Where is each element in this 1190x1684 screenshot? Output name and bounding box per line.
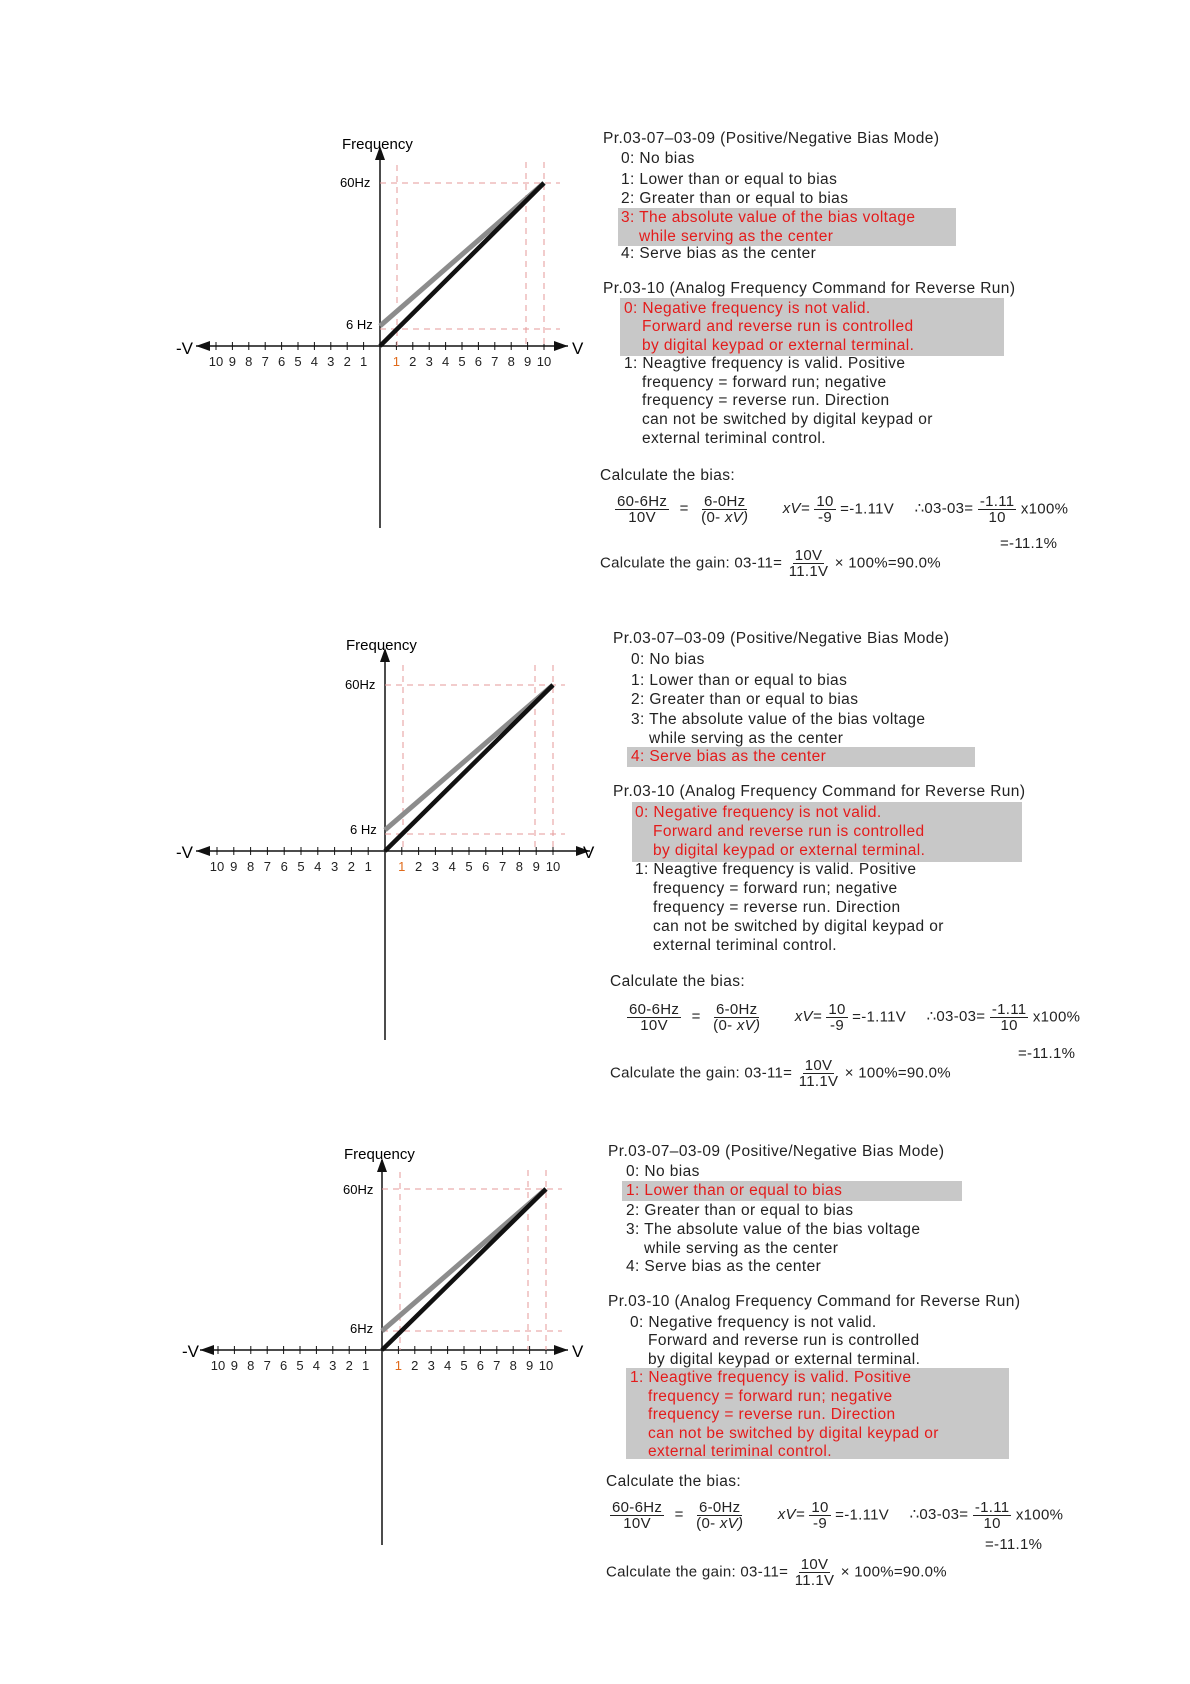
x-tick-label-neg-7: 7 bbox=[261, 354, 269, 369]
x-tick-label-neg-8: 8 bbox=[245, 354, 253, 369]
x-tick-label-pos-8: 8 bbox=[507, 354, 515, 369]
bias-opt-3-cont: while serving as the center bbox=[649, 730, 844, 747]
x-tick-label-neg-1: 1 bbox=[359, 354, 368, 369]
label-pos-v: V bbox=[572, 339, 584, 358]
bias-mode-title: Pr.03-07–03-09 (Positive/Negative Bias Mode) bbox=[608, 1143, 945, 1160]
gain-equation: Calculate the gain: 03-11= $\frac{10V}{11.1V}$ × 100%=90.0% bbox=[600, 547, 941, 580]
freq-label: Frequency bbox=[344, 1146, 415, 1163]
rev-opt-0-cont2: by digital keypad or external terminal. bbox=[653, 842, 926, 859]
x-tick-label-neg-3: 3 bbox=[327, 354, 335, 369]
x-tick-label-neg-5: 5 bbox=[296, 1358, 304, 1373]
rev-opt-1-cont3: can not be switched by digital keypad or bbox=[642, 411, 933, 428]
x-tick-label-neg-7: 7 bbox=[263, 1358, 271, 1373]
x-tick-label-pos-5: 5 bbox=[465, 859, 473, 874]
rev-opt-1-cont2: frequency = reverse run. Direction bbox=[642, 392, 890, 409]
x-tick-label-neg-6: 6 bbox=[279, 1358, 288, 1373]
freq-label: Frequency bbox=[346, 637, 417, 654]
x-tick-label-pos-10: 10 bbox=[545, 859, 561, 874]
label-60hz: 60Hz bbox=[343, 1182, 374, 1197]
bias-opt-2: 2: Greater than or equal to bias bbox=[631, 691, 859, 708]
bias-opt-1: 1: Lower than or equal to bias bbox=[626, 1182, 843, 1199]
rev-opt-1-cont4: external teriminal control. bbox=[648, 1443, 832, 1460]
x-tick-label-pos-7: 7 bbox=[493, 1358, 501, 1373]
bias-opt-3: 3: The absolute value of the bias voltage bbox=[621, 209, 916, 226]
bias-opt-2: 2: Greater than or equal to bias bbox=[626, 1202, 854, 1219]
bias-equation: $\frac{60-6Hz}{10V}$ = $\frac{6-0Hz}{(0- xV)}$ xV= $\frac{10}{-9}$ =-1.11V ∴03-03= $\frac{-1.11}{10}$ x100% bbox=[629, 1001, 1081, 1034]
bias-mode-title: Pr.03-07–03-09 (Positive/Negative Bias Mode) bbox=[613, 630, 950, 647]
x-tick-label-neg-9: 9 bbox=[230, 859, 238, 874]
bias-opt-4: 4: Serve bias as the center bbox=[621, 245, 817, 262]
bias-opt-0: 0: No bias bbox=[626, 1163, 700, 1180]
bias-opt-1: 1: Lower than or equal to bias bbox=[631, 672, 848, 689]
x-tick-label-pos-2: 2 bbox=[414, 859, 423, 874]
bias-opt-0: 0: No bias bbox=[621, 150, 695, 167]
x-tick-label-pos-2: 2 bbox=[411, 1358, 419, 1373]
x-tick-label-neg-4: 4 bbox=[312, 1358, 321, 1373]
x-tick-label-neg-6: 6 bbox=[277, 354, 286, 369]
label-60hz: 60Hz bbox=[345, 677, 376, 692]
reverse-run-title: Pr.03-10 (Analog Frequency Command for Reverse Run) bbox=[608, 1293, 1021, 1310]
rev-opt-1: 1: Neagtive frequency is valid. Positive bbox=[630, 1369, 912, 1386]
x-tick-label-pos-1: 1 bbox=[392, 354, 401, 369]
bias-opt-0: 0: No bias bbox=[631, 651, 705, 668]
x-tick-label-pos-1: 1 bbox=[394, 1358, 403, 1373]
rev-opt-0: 0: Negative frequency is not valid. bbox=[630, 1314, 877, 1331]
rev-opt-1-cont3: can not be switched by digital keypad or bbox=[648, 1425, 939, 1442]
reverse-run-title: Pr.03-10 (Analog Frequency Command for Reverse Run) bbox=[603, 280, 1016, 297]
x-tick-label-pos-4: 4 bbox=[441, 354, 450, 369]
x-tick-label-neg-6: 6 bbox=[280, 859, 288, 874]
x-tick-label-neg-2: 2 bbox=[345, 1358, 353, 1373]
fraction-bias: $\frac{6-0Hz}{(0- xV)}$ bbox=[701, 493, 749, 526]
x-tick-label-pos-5: 5 bbox=[458, 354, 466, 369]
fraction-freq-volt: $\frac{60-6Hz}{10V}$ bbox=[617, 493, 668, 526]
rev-opt-1: 1: Neagtive frequency is valid. Positive bbox=[624, 355, 906, 372]
bias-opt-3: 3: The absolute value of the bias voltage bbox=[626, 1221, 921, 1238]
bias-equation: $\frac{60-6Hz}{10V}$ = $\frac{6-0Hz}{(0- xV)}$ xV= $\frac{10}{-9}$ =-1.11V ∴03-03= $\frac{-1.11}{10}$ x100% bbox=[612, 1499, 1064, 1532]
x-tick-label-pos-10: 10 bbox=[538, 1358, 554, 1373]
bias-opt-3: 3: The absolute value of the bias voltage bbox=[631, 711, 926, 728]
label-6hz: 6 Hz bbox=[350, 822, 377, 837]
rev-opt-0-cont2: by digital keypad or external terminal. bbox=[642, 337, 915, 354]
gain-equation: Calculate the gain: 03-11= $\frac{10V}{11.1V}$ × 100%=90.0% bbox=[606, 1556, 947, 1589]
x-tick-label-neg-5: 5 bbox=[294, 354, 302, 369]
calc-bias-label: Calculate the bias: bbox=[600, 467, 736, 484]
freq-label: Frequency bbox=[342, 136, 413, 153]
x-tick-label-neg-4: 4 bbox=[314, 859, 322, 874]
graph-3 bbox=[0, 0, 600, 1560]
x-tick-label-pos-4: 4 bbox=[443, 1358, 452, 1373]
rev-opt-1: 1: Neagtive frequency is valid. Positive bbox=[635, 861, 917, 878]
x-tick-label-pos-5: 5 bbox=[460, 1358, 468, 1373]
label-6hz: 6 Hz bbox=[346, 317, 373, 332]
bias-opt-3-cont: while serving as the center bbox=[639, 228, 834, 245]
x-tick-label-pos-1: 1 bbox=[398, 859, 406, 874]
x-tick-label-pos-3: 3 bbox=[427, 1358, 435, 1373]
x-tick-label-pos-7: 7 bbox=[498, 859, 507, 874]
x-tick-label-pos-10: 10 bbox=[536, 354, 552, 369]
label-neg-v: -V bbox=[176, 339, 193, 358]
rev-opt-0: 0: Negative frequency is not valid. bbox=[635, 804, 882, 821]
rev-opt-1-cont2: frequency = reverse run. Direction bbox=[648, 1406, 896, 1423]
rev-opt-1-cont1: frequency = forward run; negative bbox=[653, 880, 898, 897]
x-tick-label-pos-3: 3 bbox=[425, 354, 433, 369]
x-tick-label-neg-1: 1 bbox=[364, 859, 372, 874]
x-tick-label-pos-7: 7 bbox=[491, 354, 499, 369]
bias-equation: $\frac{60-6Hz}{10V}$ = $\frac{6-0Hz}{(0- xV)}$ xV= $\frac{10}{-9}$ =-1.11V ∴03-03= $\frac{-1.11}{10}$ x100% bbox=[617, 493, 1069, 526]
x-tick-label-pos-6: 6 bbox=[482, 859, 490, 874]
x-tick-label-pos-8: 8 bbox=[509, 1358, 517, 1373]
rev-opt-0: 0: Negative frequency is not valid. bbox=[624, 300, 871, 317]
x-tick-label-pos-3: 3 bbox=[431, 859, 440, 874]
x-tick-label-pos-9: 9 bbox=[523, 354, 532, 369]
label-60hz: 60Hz bbox=[340, 175, 371, 190]
x-tick-label-neg-10: 10 bbox=[208, 354, 224, 369]
x-tick-label-neg-3: 3 bbox=[329, 1358, 337, 1373]
label-pos-v: V bbox=[583, 843, 595, 862]
x-tick-label-neg-9: 9 bbox=[228, 354, 237, 369]
percent-result: =-11.1% bbox=[1000, 535, 1058, 552]
percent-result: =-11.1% bbox=[1018, 1045, 1076, 1062]
x-tick-label-pos-6: 6 bbox=[476, 1358, 485, 1373]
x-tick-label-pos-8: 8 bbox=[515, 859, 524, 874]
rev-opt-1-cont1: frequency = forward run; negative bbox=[648, 1388, 893, 1405]
calc-bias-label: Calculate the bias: bbox=[606, 1473, 742, 1490]
calc-bias-label: Calculate the bias: bbox=[610, 973, 746, 990]
bias-opt-2: 2: Greater than or equal to bias bbox=[621, 190, 849, 207]
x-tick-label-pos-6: 6 bbox=[474, 354, 483, 369]
x-tick-label-neg-3: 3 bbox=[330, 859, 339, 874]
label-neg-v: -V bbox=[182, 1342, 199, 1361]
label-6hz: 6Hz bbox=[350, 1321, 374, 1336]
x-tick-label-neg-1: 1 bbox=[361, 1358, 370, 1373]
x-tick-label-neg-2: 2 bbox=[347, 859, 356, 874]
x-tick-label-pos-2: 2 bbox=[409, 354, 417, 369]
x-tick-label-neg-7: 7 bbox=[263, 859, 272, 874]
bias-opt-4: 4: Serve bias as the center bbox=[631, 748, 827, 765]
x-tick-label-neg-8: 8 bbox=[247, 1358, 255, 1373]
label-neg-v: -V bbox=[176, 843, 193, 862]
rev-opt-1-cont2: frequency = reverse run. Direction bbox=[653, 899, 901, 916]
rev-opt-0-cont1: Forward and reverse run is controlled bbox=[653, 823, 925, 840]
x-tick-label-neg-10: 10 bbox=[210, 1358, 226, 1373]
rev-opt-0-cont1: Forward and reverse run is controlled bbox=[642, 318, 914, 335]
bias-mode-title: Pr.03-07–03-09 (Positive/Negative Bias Mode) bbox=[603, 130, 940, 147]
bias-opt-3-cont: while serving as the center bbox=[644, 1240, 839, 1257]
rev-opt-1-cont1: frequency = forward run; negative bbox=[642, 374, 887, 391]
x-tick-label-pos-9: 9 bbox=[525, 1358, 534, 1373]
x-tick-label-pos-4: 4 bbox=[448, 859, 456, 874]
label-pos-v: V bbox=[572, 1342, 584, 1361]
x-tick-label-neg-10: 10 bbox=[209, 859, 225, 874]
rev-opt-0-cont1: Forward and reverse run is controlled bbox=[648, 1332, 920, 1349]
bias-opt-4: 4: Serve bias as the center bbox=[626, 1258, 822, 1275]
percent-result: =-11.1% bbox=[985, 1536, 1043, 1553]
reverse-run-title: Pr.03-10 (Analog Frequency Command for Reverse Run) bbox=[613, 783, 1026, 800]
rev-opt-1-cont3: can not be switched by digital keypad or bbox=[653, 918, 944, 935]
y-axis bbox=[377, 1158, 387, 1545]
rev-opt-1-cont4: external teriminal control. bbox=[653, 937, 837, 954]
rev-opt-0-cont2: by digital keypad or external terminal. bbox=[648, 1351, 921, 1368]
x-tick-label-neg-9: 9 bbox=[230, 1358, 239, 1373]
x-tick-label-pos-9: 9 bbox=[532, 859, 540, 874]
x-tick-label-neg-4: 4 bbox=[310, 354, 319, 369]
bias-opt-1: 1: Lower than or equal to bias bbox=[621, 171, 838, 188]
rev-opt-1-cont4: external teriminal control. bbox=[642, 430, 826, 447]
x-tick-label-neg-8: 8 bbox=[246, 859, 255, 874]
gain-equation: Calculate the gain: 03-11= $\frac{10V}{11.1V}$ × 100%=90.0% bbox=[610, 1057, 951, 1090]
x-tick-label-neg-5: 5 bbox=[297, 859, 305, 874]
x-tick-label-neg-2: 2 bbox=[343, 354, 351, 369]
bias-line-dark bbox=[382, 1189, 546, 1350]
